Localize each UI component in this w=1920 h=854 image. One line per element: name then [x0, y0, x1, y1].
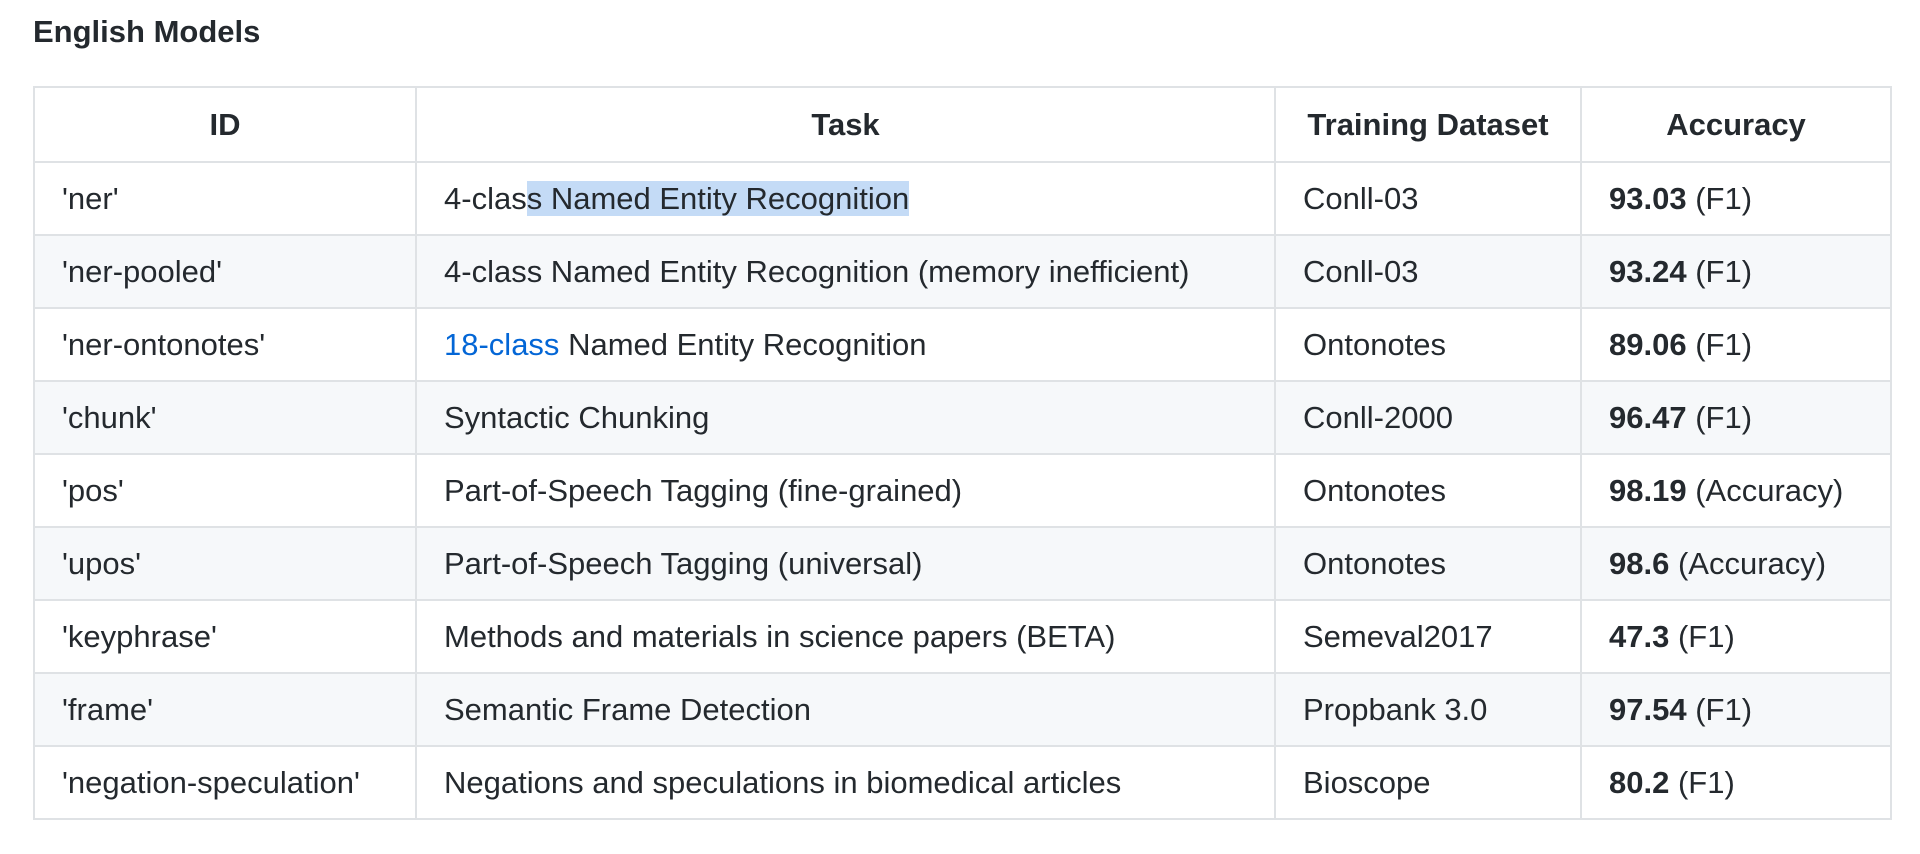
table-row [34, 527, 1891, 600]
accuracy-metric: (F1) [1695, 399, 1753, 435]
cell-model-id: 'upos' [34, 527, 416, 600]
accuracy-metric: (F1) [1695, 326, 1753, 362]
cell-task [416, 673, 1275, 746]
cell-training-dataset: Bioscope [1275, 746, 1581, 819]
cell-task [416, 308, 1275, 381]
accuracy-value: 80.2 [1609, 764, 1670, 800]
accuracy-value: 47.3 [1609, 618, 1670, 654]
cell-model-id: 'ner-pooled' [34, 235, 416, 308]
cell-training-dataset: Ontonotes [1275, 527, 1581, 600]
accuracy-metric: (Accuracy) [1677, 545, 1827, 581]
task-text: Methods and materials in science papers (BETA) [444, 618, 1116, 654]
cell-training-dataset: Conll-2000 [1275, 381, 1581, 454]
cell-accuracy [1581, 235, 1891, 308]
cell-task [416, 381, 1275, 454]
accuracy-value: 93.24 [1609, 253, 1687, 289]
cell-task [416, 235, 1275, 308]
accuracy-metric: (F1) [1695, 180, 1753, 216]
task-text: 4-class Named Entity Recognition (memory inefficient) [444, 253, 1190, 289]
cell-model-id: 'negation-speculation' [34, 746, 416, 819]
cell-training-dataset: Ontonotes [1275, 454, 1581, 527]
table-header-row [34, 87, 1891, 162]
cell-model-id: 'frame' [34, 673, 416, 746]
cell-model-id: 'ner-ontonotes' [34, 308, 416, 381]
accuracy-value: 98.19 [1609, 472, 1687, 508]
cell-accuracy [1581, 600, 1891, 673]
table-body [34, 162, 1891, 819]
cell-training-dataset: Semeval2017 [1275, 600, 1581, 673]
cell-training-dataset: Conll-03 [1275, 162, 1581, 235]
task-text: Named Entity Recognition [568, 326, 927, 362]
cell-model-id: 'keyphrase' [34, 600, 416, 673]
cell-task [416, 527, 1275, 600]
task-text-selected: s Named Entity Recognition [526, 180, 910, 216]
accuracy-metric: (F1) [1695, 691, 1753, 727]
table-row [34, 746, 1891, 819]
cell-model-id: 'chunk' [34, 381, 416, 454]
cell-accuracy [1581, 527, 1891, 600]
task-text: Part-of-Speech Tagging (fine-grained) [444, 472, 963, 508]
cell-training-dataset: Conll-03 [1275, 235, 1581, 308]
cell-task [416, 600, 1275, 673]
accuracy-value: 93.03 [1609, 180, 1687, 216]
table-row [34, 308, 1891, 381]
column-header-id: ID [34, 87, 416, 162]
cell-accuracy [1581, 673, 1891, 746]
cell-model-id: 'ner' [34, 162, 416, 235]
table-row [34, 454, 1891, 527]
cell-task [416, 162, 1275, 235]
table-row [34, 673, 1891, 746]
accuracy-metric: (F1) [1677, 764, 1735, 800]
cell-accuracy [1581, 454, 1891, 527]
cell-task [416, 454, 1275, 527]
column-header-training-dataset: Training Dataset [1275, 87, 1581, 162]
table-row [34, 235, 1891, 308]
accuracy-value: 97.54 [1609, 691, 1687, 727]
table-row [34, 600, 1891, 673]
task-text: Negations and speculations in biomedical articles [444, 764, 1122, 800]
cell-task [416, 746, 1275, 819]
cell-accuracy [1581, 162, 1891, 235]
accuracy-value: 89.06 [1609, 326, 1687, 362]
cell-training-dataset: Propbank 3.0 [1275, 673, 1581, 746]
cell-model-id: 'pos' [34, 454, 416, 527]
accuracy-metric: (F1) [1677, 618, 1735, 654]
accuracy-value: 98.6 [1609, 545, 1670, 581]
task-text-unselected: 4-clas [444, 180, 527, 216]
table-row [34, 162, 1891, 235]
task-text: Semantic Frame Detection [444, 691, 811, 727]
column-header-accuracy: Accuracy [1581, 87, 1891, 162]
accuracy-value: 96.47 [1609, 399, 1687, 435]
task-text: Syntactic Chunking [444, 399, 710, 435]
table-row [34, 381, 1891, 454]
column-header-task: Task [416, 87, 1275, 162]
task-link[interactable]: 18-class [444, 326, 560, 362]
cell-training-dataset: Ontonotes [1275, 308, 1581, 381]
cell-accuracy [1581, 381, 1891, 454]
cell-accuracy [1581, 308, 1891, 381]
accuracy-metric: (F1) [1695, 253, 1753, 289]
accuracy-metric: (Accuracy) [1695, 472, 1844, 508]
task-text: Part-of-Speech Tagging (universal) [444, 545, 923, 581]
english-models-table [33, 86, 1892, 820]
cell-accuracy [1581, 746, 1891, 819]
section-title: English Models [33, 14, 261, 49]
